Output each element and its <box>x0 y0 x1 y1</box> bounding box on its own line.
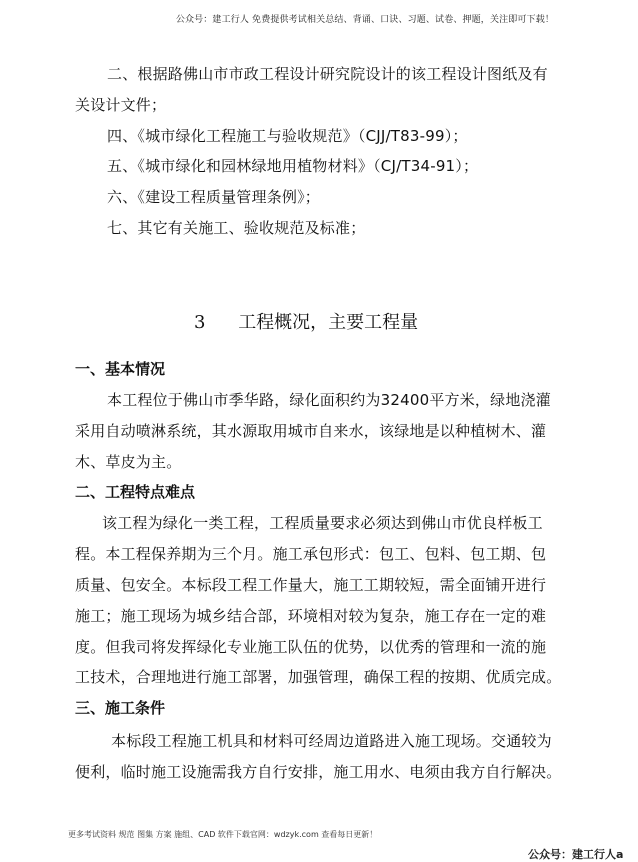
paragraph-line: 本工程位于佛山市季华路，绿化面积约为32400平方米，绿地浇灌 <box>107 391 551 409</box>
header-note: 公众号：建工行人 免费提供考试相关总结、背诵、口诀、习题、试卷、押题，关注即可下载！ <box>175 15 554 25</box>
reference-line: 关设计文件； <box>75 96 167 114</box>
paragraph-line: 便利，临时施工设施需我方自行安排，施工用水、电须由我方自行解决。 <box>75 763 562 781</box>
section-title <box>194 314 418 332</box>
paragraph-line: 木、草皮为主。 <box>75 453 182 471</box>
reference-line: 七、其它有关施工、验收规范及标准； <box>107 219 366 237</box>
reference-line: 二、根据路佛山市市政工程设计研究院设计的该工程设计图纸及有 <box>107 65 548 83</box>
paragraph-line: 程。本工程保养期为三个月。施工承包形式：包工、包料、包工期、包 <box>75 545 547 563</box>
footer-brand: 公众号：建工行人a <box>528 848 624 861</box>
subsection-heading: 三、施工条件 <box>75 699 166 717</box>
reference-line: 五、《城市绿化和园林绿地用植物材料》（CJ/T34-91）； <box>107 157 479 175</box>
reference-line: 六、《建设工程质量管理条例》； <box>107 188 321 206</box>
footer-note: 更多考试资料 规范 图集 方案 施组、CAD 软件下载官网：wdzyk.com 查看每日更新！ <box>68 830 378 839</box>
paragraph-line: 工技术，合理地进行施工部署，加强管理，确保工程的按期、优质完成。 <box>75 668 562 686</box>
paragraph-line: 该工程为绿化一类工程，工程质量要求必须达到佛山市优良样板工 <box>102 514 543 532</box>
paragraph-line: 本标段工程施工机具和材料可经周边道路进入施工现场。交通较为 <box>111 732 552 750</box>
section-title-text: 工程概况，主要工程量 <box>238 312 419 333</box>
section-number: 3 <box>194 312 206 333</box>
paragraph-line: 度。但我司将发挥绿化专业施工队伍的优势，以优秀的管理和一流的施 <box>75 638 547 656</box>
paragraph-line: 施工；施工现场为城乡结合部，环境相对较为复杂，施工存在一定的难 <box>75 607 547 625</box>
paragraph-line: 质量、包安全。本标段工程工作量大，施工工期较短，需全面铺开进行 <box>75 576 547 594</box>
subsection-heading: 二、工程特点难点 <box>75 483 196 501</box>
reference-line: 四、《城市绿化工程施工与验收规范》（CJJ/T83-99）； <box>107 127 468 145</box>
subsection-heading: 一、基本情况 <box>75 360 166 378</box>
paragraph-line: 采用自动喷淋系统，其水源取用城市自来水，该绿地是以种植树木、灌 <box>75 422 547 440</box>
